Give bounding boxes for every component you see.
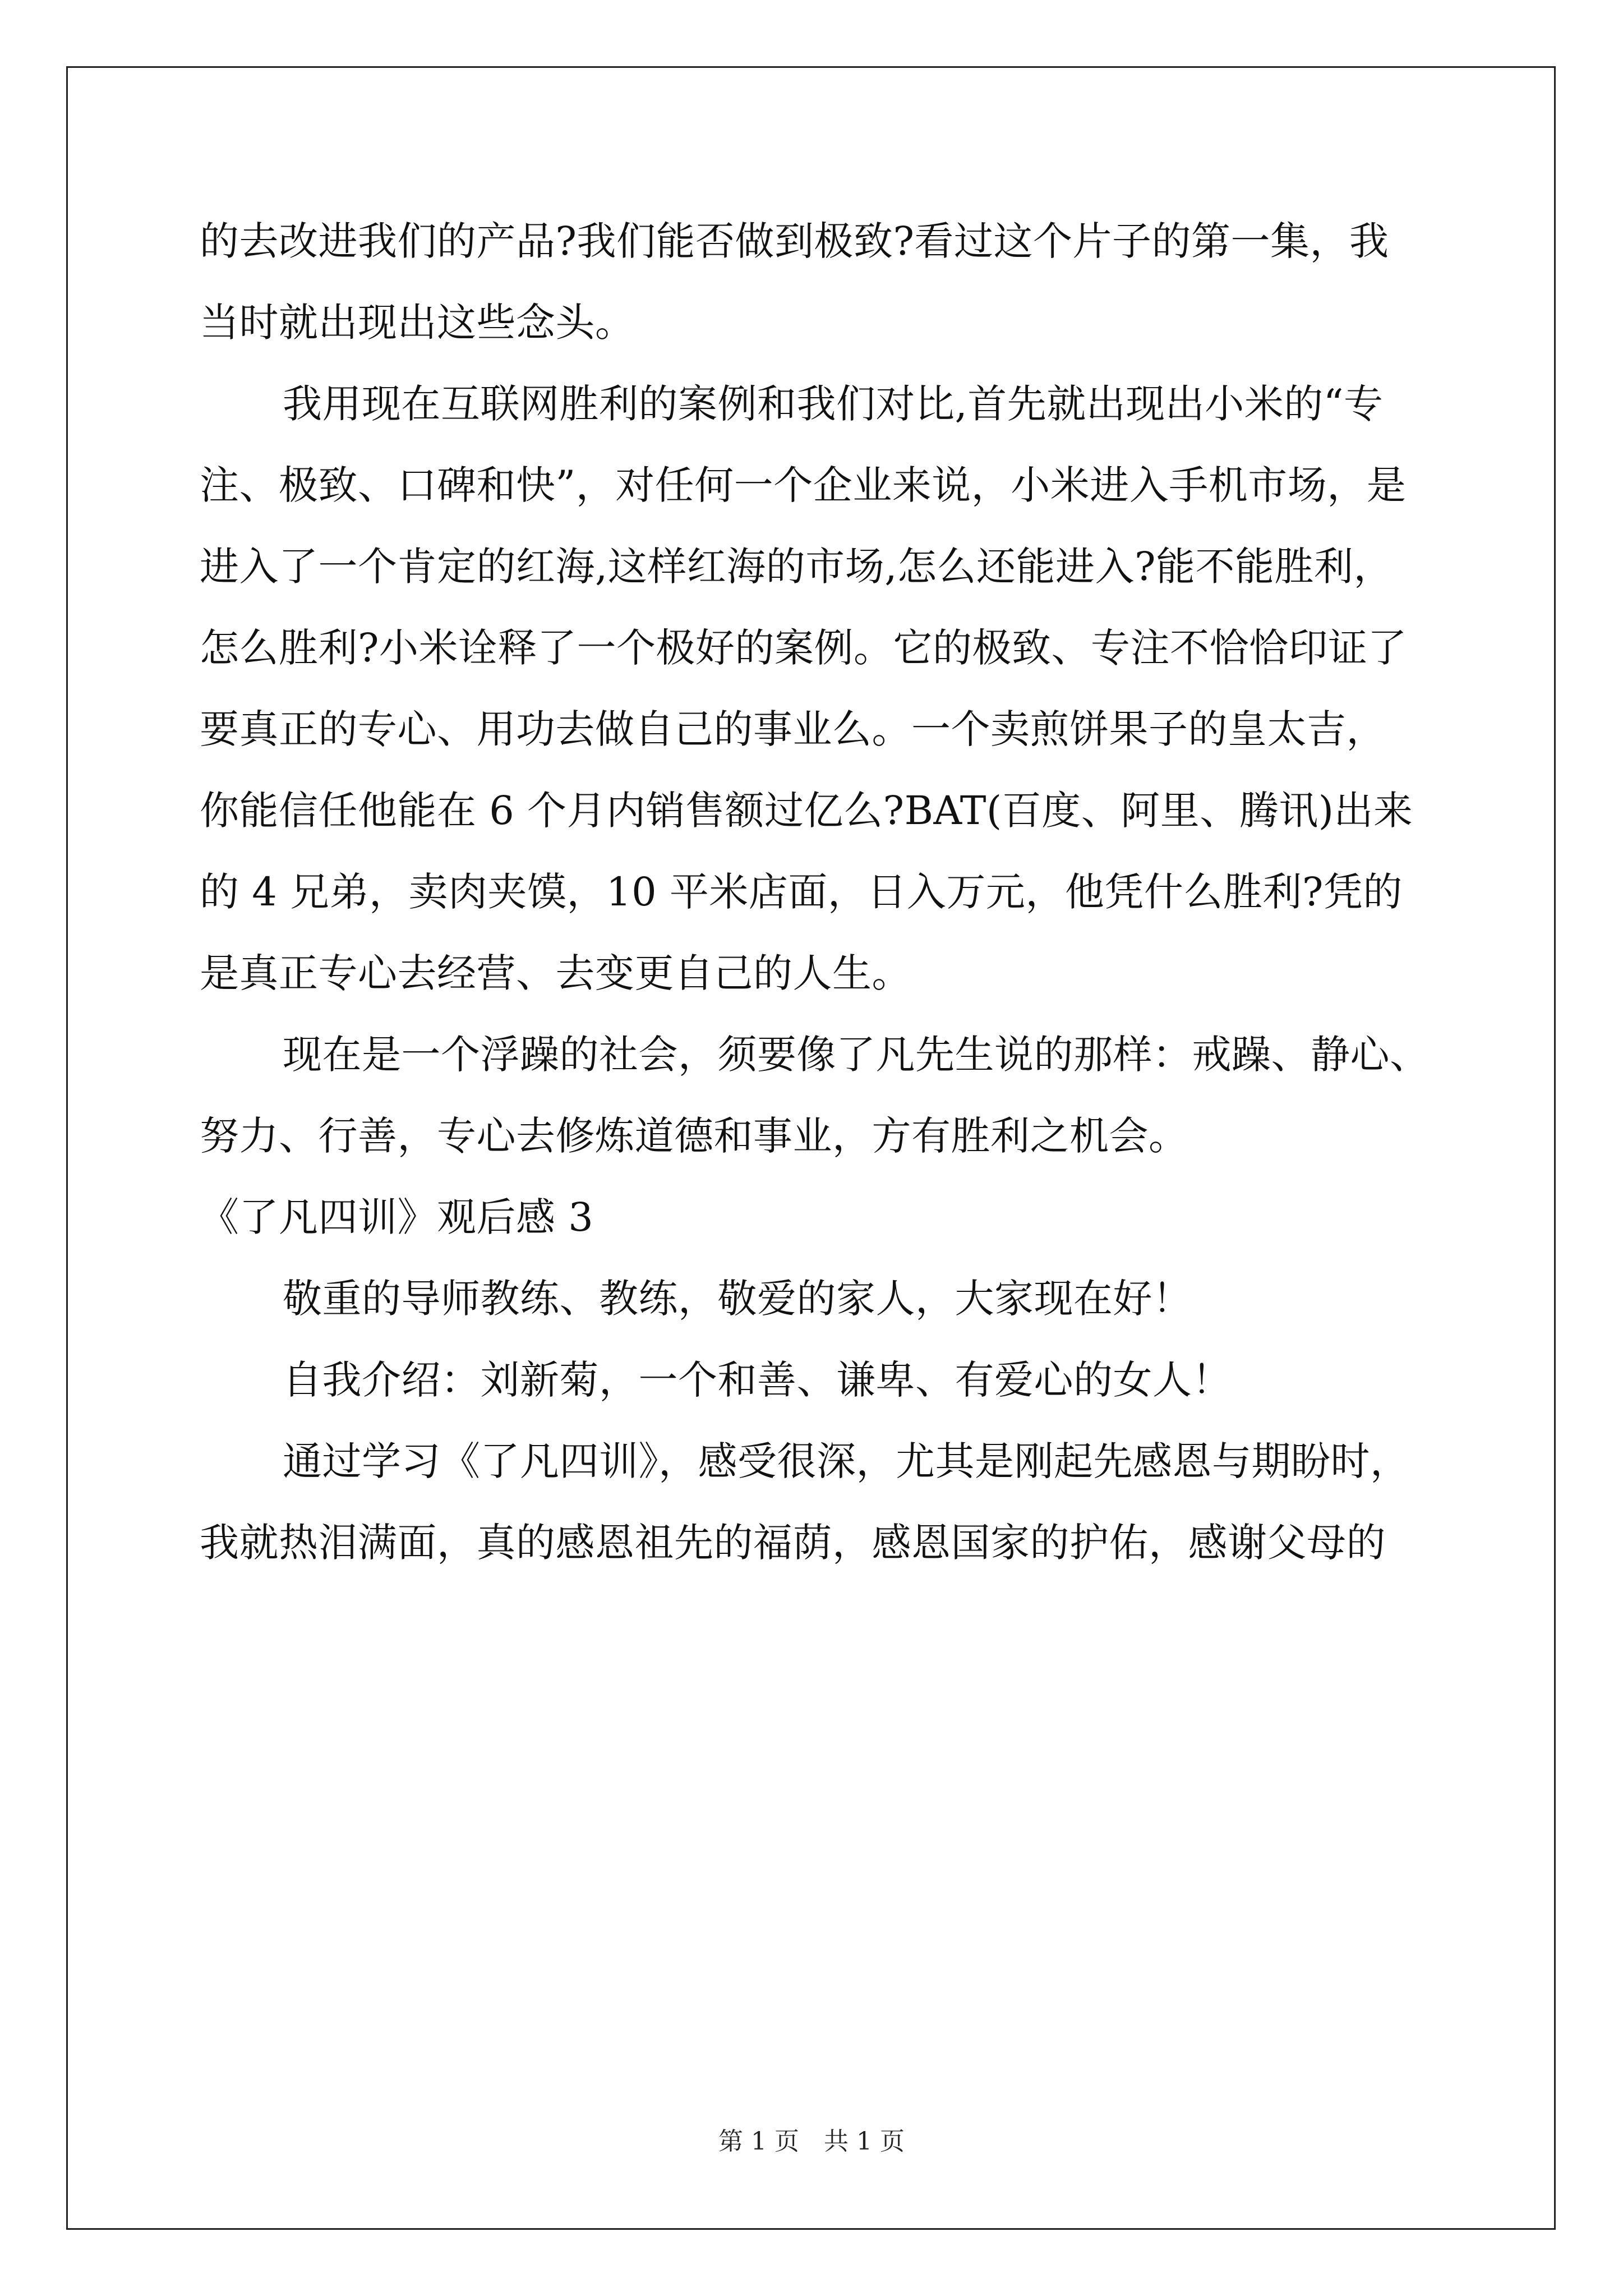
paragraph-line: 要真正的专心、用功去做自己的事业么。一个卖煎饼果子的皇太吉， <box>200 706 1386 752</box>
paragraph-line: 自我介绍：刘新菊，一个和善、谦卑、有爱心的女人！ <box>283 1357 1232 1403</box>
paragraph-line: 的 4 兄弟，卖肉夹馍，10 平米店面，日入万元，他凭什么胜利?凭的 <box>200 869 1403 915</box>
paragraph-line: 现在是一个浮躁的社会，须要像了凡先生说的那样：戒躁、静心、 <box>283 1032 1430 1078</box>
paragraph-line: 我就热泪满面，真的感恩祖先的福荫，感恩国家的护佑，感谢父母的 <box>200 1520 1386 1566</box>
paragraph-line: 的去改进我们的产品?我们能否做到极致?看过这个片子的第一集，我 <box>200 218 1389 264</box>
paragraph-line: 通过学习《了凡四训》，感受很深，尤其是刚起先感恩与期盼时， <box>283 1438 1410 1484</box>
paragraph-line: 注、极致、口碑和快”，对任何一个企业来说，小米进入手机市场，是 <box>200 462 1407 508</box>
paragraph-line: 是真正专心去经营、去变更自己的人生。 <box>200 950 911 996</box>
section-heading: 《了凡四训》观后感 3 <box>200 1194 594 1240</box>
paragraph-line: 你能信任他能在 6 个月内销售额过亿么?BAT(百度、阿里、腾讯)出来 <box>200 788 1413 834</box>
page-number-footer: 第 1 页 共 1 页 <box>718 2127 905 2156</box>
paragraph-line: 进入了一个肯定的红海,这样红海的市场,怎么还能进入?能不能胜利， <box>200 544 1394 590</box>
paragraph-line: 努力、行善，专心去修炼道德和事业，方有胜利之机会。 <box>200 1113 1188 1159</box>
paragraph-line: 我用现在互联网胜利的案例和我们对比,首先就出现出小米的“专 <box>283 381 1384 427</box>
paragraph-line: 敬重的导师教练、教练，敬爱的家人，大家现在好！ <box>283 1276 1192 1322</box>
paragraph-line: 怎么胜利?小米诠释了一个极好的案例。它的极致、专注不恰恰印证了 <box>200 625 1408 671</box>
paragraph-line: 当时就出现出这些念头。 <box>200 300 635 346</box>
